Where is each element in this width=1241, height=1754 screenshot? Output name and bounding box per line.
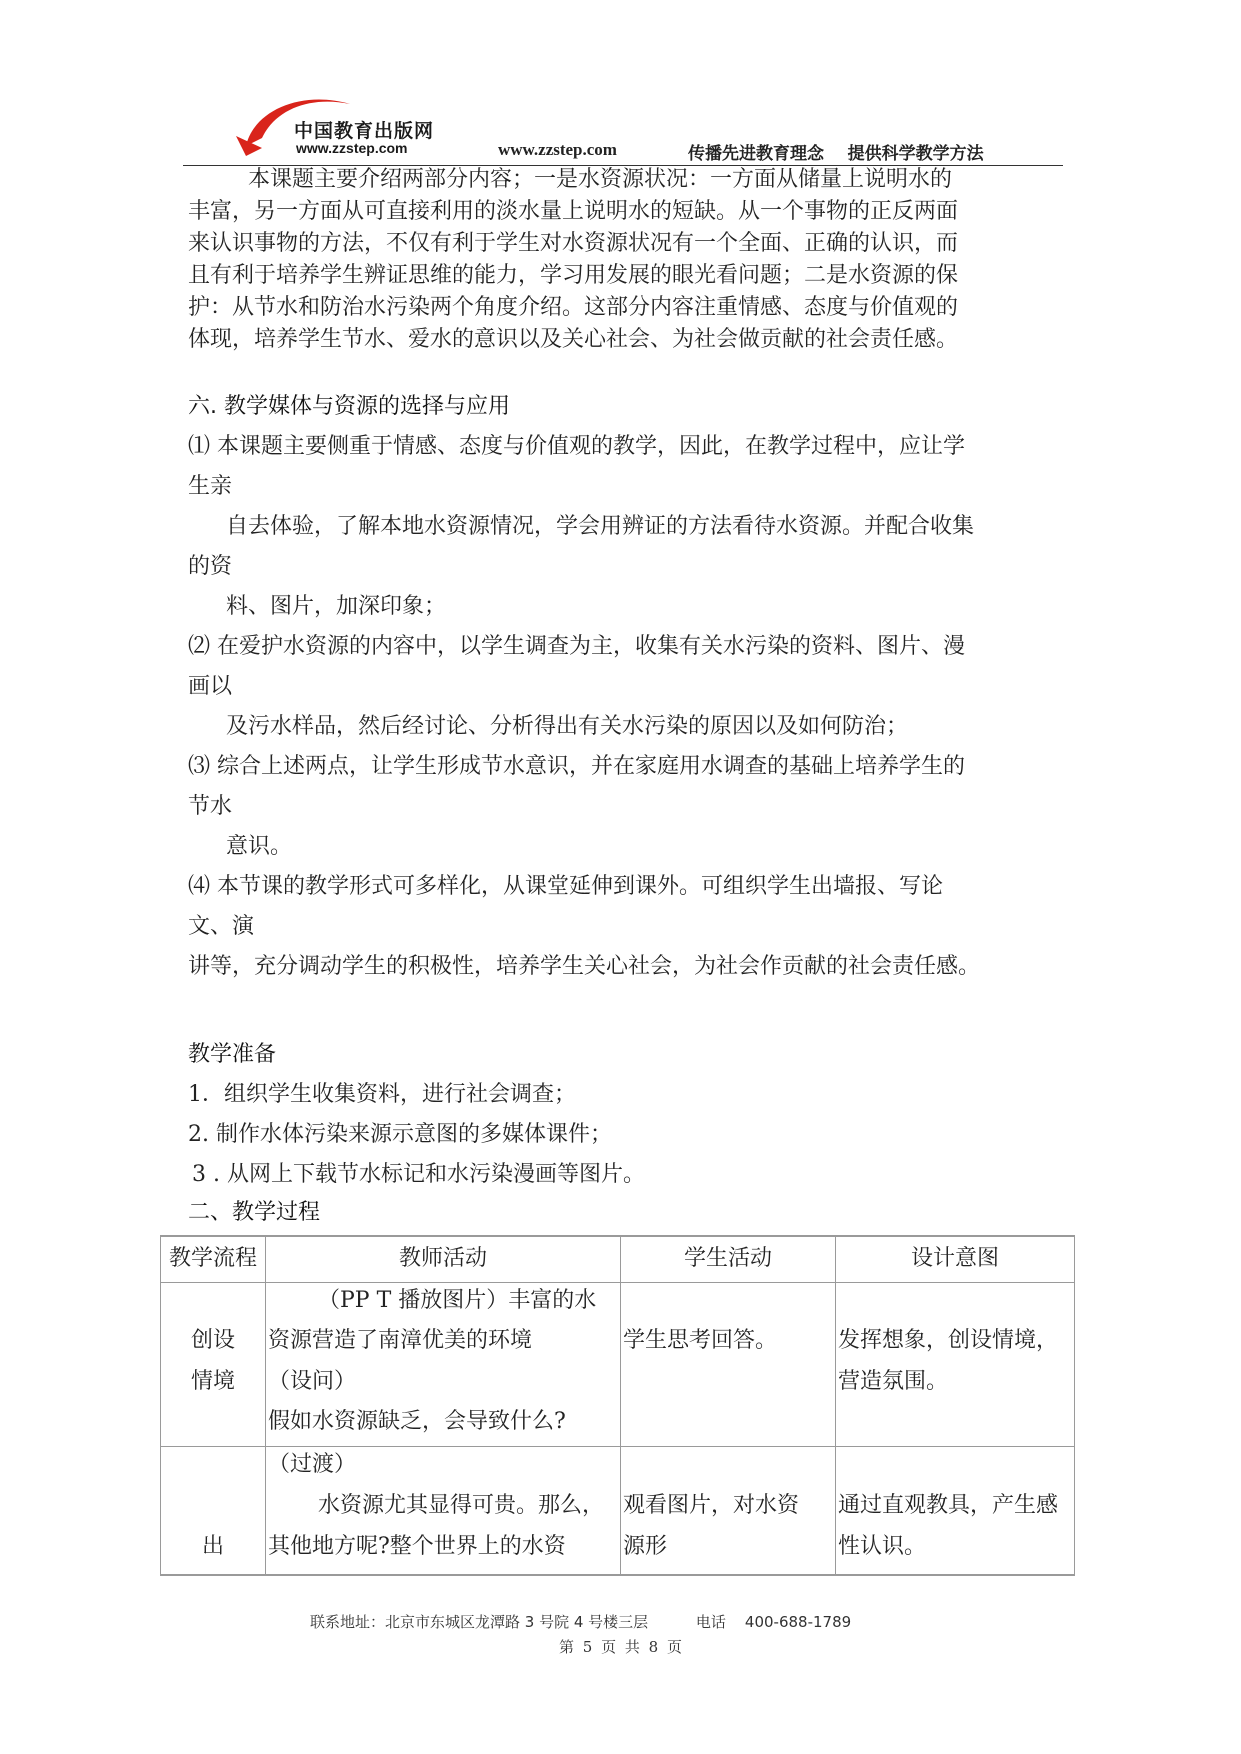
prep-title: 教学准备 <box>188 1042 277 1067</box>
table-header-student: 学生活动 <box>683 1246 772 1271</box>
row1-intent: 营造氛围。 <box>838 1369 949 1394</box>
prep-item: 2. 制作水体污染来源示意图的多媒体课件； <box>188 1122 612 1147</box>
section6-line: 料、图片，加深印象； <box>226 594 447 619</box>
section6-line: 生亲 <box>188 474 233 499</box>
row1-student: 学生思考回答。 <box>623 1328 778 1353</box>
row2-student: 源形 <box>623 1534 668 1559</box>
row2-flow: 出 <box>201 1534 224 1559</box>
section6-line: 文、演 <box>188 914 255 939</box>
publisher-logo <box>232 88 442 160</box>
row1-teacher: 假如水资源缺乏，会导致什么? <box>268 1409 566 1434</box>
section6-line: ⑴ 本课题主要侧重于情感、态度与价值观的教学，因此，在教学过程中，应让学 <box>188 434 965 459</box>
row2-intent: 通过直观教具，产生感 <box>838 1493 1059 1518</box>
row2-teacher: 其他地方呢?整个世界上的水资 <box>268 1534 566 1559</box>
footer-phone: 电话 400-688-1789 <box>695 1613 852 1631</box>
section6-line: 讲等，充分调动学生的积极性，培养学生关心社会，为社会作贡献的社会责任感。 <box>188 954 981 979</box>
table-header-intent: 设计意图 <box>910 1246 999 1271</box>
section6-line: 画以 <box>188 674 233 699</box>
table-header-flow: 教学流程 <box>168 1246 257 1271</box>
row1-intent: 发挥想象，创设情境， <box>838 1328 1059 1353</box>
row2-intent: 性认识。 <box>838 1534 927 1559</box>
table-header-teacher: 教师活动 <box>398 1246 487 1271</box>
logo-url: www.zzstep.com <box>296 140 408 156</box>
section6-line: 节水 <box>188 794 233 819</box>
prep-item: 3 . 从网上下载节水标记和水污染漫画等图片。 <box>192 1162 645 1187</box>
section6-line: ⑶ 综合上述两点，让学生形成节水意识，并在家庭用水调查的基础上培养学生的 <box>188 754 965 779</box>
process-title: 二、教学过程 <box>188 1200 321 1225</box>
logo-text: 中国教育出版网 <box>294 120 435 142</box>
section6-line: 的资 <box>188 554 233 579</box>
table-border-top <box>160 1235 1075 1237</box>
row2-student: 观看图片，对水资 <box>623 1493 800 1518</box>
footer-address: 联系地址：北京市东城区龙潭路 3 号院 4 号楼三层 <box>310 1613 649 1631</box>
table-border-bottom <box>160 1574 1075 1576</box>
row1-teacher: 资源营造了南漳优美的环境 <box>268 1328 533 1353</box>
section6-title: 六. 教学媒体与资源的选择与应用 <box>188 394 510 419</box>
header-site-url[interactable]: www.zzstep.com <box>498 140 617 159</box>
section6-line: 自去体验，了解本地水资源情况，学会用辨证的方法看待水资源。并配合收集 <box>226 514 975 539</box>
page-number: 第 5 页 共 8 页 <box>559 1638 682 1656</box>
section6-line: 意识。 <box>226 834 293 859</box>
row1-flow: 情境 <box>190 1369 235 1394</box>
intro-line: 体现，培养学生节水、爱水的意识以及关心社会、为社会做贡献的社会责任感。 <box>188 327 959 352</box>
header-slogan: 传播先进教育理念 提供科学教学方法 <box>688 144 984 164</box>
section6-line: 及污水样品，然后经讨论、分析得出有关水污染的原因以及如何防治； <box>226 714 909 739</box>
table-border <box>160 1282 1075 1283</box>
row1-teacher: （设问） <box>268 1369 357 1394</box>
prep-item: 1．组织学生收集资料，进行社会调查； <box>188 1082 576 1107</box>
intro-line: 丰富，另一方面从可直接利用的淡水量上说明水的短缺。从一个事物的正反两面 <box>188 199 959 224</box>
section6-line: ⑵ 在爱护水资源的内容中，以学生调查为主，收集有关水污染的资料、图片、漫 <box>188 634 965 659</box>
table-border <box>1074 1235 1075 1576</box>
table-border <box>160 1235 161 1576</box>
intro-line: 来认识事物的方法，不仅有利于学生对水资源状况有一个全面、正确的认识，而 <box>188 231 959 256</box>
table-border <box>620 1235 621 1576</box>
table-border <box>835 1235 836 1576</box>
section6-line: ⑷ 本节课的教学形式可多样化，从课堂延伸到课外。可组织学生出墙报、写论 <box>188 874 943 899</box>
row1-flow: 创设 <box>190 1328 235 1353</box>
table-border <box>160 1446 1075 1447</box>
footer-contact <box>310 1611 851 1632</box>
table-border <box>265 1235 266 1576</box>
row2-teacher: （过渡） <box>268 1452 357 1477</box>
intro-line: 本课题主要介绍两部分内容；一是水资源状况：一方面从储量上说明水的 <box>248 167 953 192</box>
row1-teacher: （PP T 播放图片）丰富的水 <box>318 1288 597 1313</box>
intro-line: 护：从节水和防治水污染两个角度介绍。这部分内容注重情感、态度与价值观的 <box>188 295 959 320</box>
row2-teacher: 水资源尤其显得可贵。那么， <box>318 1493 605 1518</box>
intro-line: 且有利于培养学生辨证思维的能力，学习用发展的眼光看问题；二是水资源的保 <box>188 263 959 288</box>
